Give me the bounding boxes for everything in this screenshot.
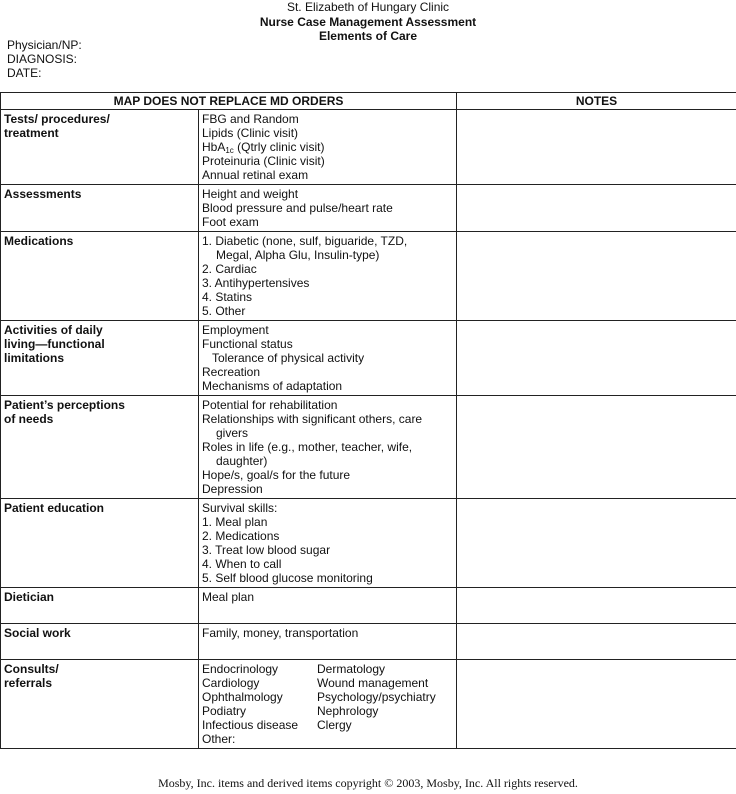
list-item: Wound management — [317, 676, 429, 690]
list-item: Blood pressure and pulse/heart rate — [202, 201, 393, 215]
row-label-patient-education: Patient education — [1, 499, 199, 588]
column-header-map: MAP DOES NOT REPLACE MD ORDERS — [1, 93, 457, 110]
table-row — [1, 321, 736, 396]
row-label-social-work: Social work — [1, 624, 199, 660]
list-item: FBG and Random — [202, 112, 299, 126]
copyright-footer: Mosby, Inc. items and derived items copyright © 2003, Mosby, Inc. All rights reserved. — [158, 776, 578, 790]
notes-cell[interactable] — [457, 110, 736, 185]
list-item: Psychology/psychiatry — [317, 690, 436, 704]
notes-cell[interactable] — [457, 232, 736, 321]
list-item: Potential for rehabilitation — [202, 398, 338, 412]
list-item: 3. Treat low blood sugar — [202, 543, 331, 557]
row-label-assessments: Assessments — [1, 185, 199, 232]
list-item: Tolerance of physical activity — [212, 351, 365, 365]
notes-cell[interactable] — [457, 321, 736, 396]
list-item: Depression — [202, 482, 263, 496]
list-item: Lipids (Clinic visit) — [202, 126, 299, 140]
row-items-tests — [199, 110, 457, 185]
list-item: Mechanisms of adaptation — [202, 379, 343, 393]
list-item: 5. Self blood glucose monitoring — [202, 571, 373, 585]
list-item: Family, money, transportation — [202, 626, 359, 640]
row-items-adl — [199, 321, 457, 396]
list-item: 2. Medications — [202, 529, 280, 543]
table-row — [1, 660, 736, 749]
list-item: 2. Cardiac — [202, 262, 257, 276]
list-item: Endocrinology — [202, 662, 279, 676]
notes-cell[interactable] — [457, 499, 736, 588]
notes-cell[interactable] — [457, 588, 736, 624]
row-label-medications: Medications — [1, 232, 199, 321]
row-items-perceptions — [199, 396, 457, 499]
table-row — [1, 588, 736, 624]
row-items-medications — [199, 232, 457, 321]
date-field-label: DATE: — [7, 66, 42, 80]
list-item: Clergy — [317, 718, 352, 732]
list-item: 1. Meal plan — [202, 515, 268, 529]
list-item: Dermatology — [317, 662, 386, 676]
list-item: Roles in life (e.g., mother, teacher, wife, — [202, 440, 413, 454]
list-item: Nephrology — [317, 704, 379, 718]
notes-cell[interactable] — [457, 660, 736, 749]
list-item: Employment — [202, 323, 269, 337]
row-label-dietician: Dietician — [1, 588, 199, 624]
list-item: Infectious disease — [202, 718, 299, 732]
row-label-tests: Tests/ procedures/ treatment — [1, 110, 199, 185]
table-row — [1, 232, 736, 321]
notes-cell[interactable] — [457, 624, 736, 660]
list-item: 1. Diabetic (none, sulf, biguaride, TZD, — [202, 234, 408, 248]
list-item: HbA$_{1c}$ (Qtrly clinic visit) — [202, 140, 325, 155]
list-item: Height and weight — [202, 187, 299, 201]
list-item: 4. When to call — [202, 557, 282, 571]
row-items-dietician — [199, 588, 457, 624]
list-item: Podiatry — [202, 704, 247, 718]
list-item: Recreation — [202, 365, 261, 379]
column-header-notes: NOTES — [457, 93, 736, 110]
notes-cell[interactable] — [457, 396, 736, 499]
list-item: Annual retinal exam — [202, 168, 309, 182]
list-item: 4. Statins — [202, 290, 253, 304]
list-item: Other: — [202, 732, 236, 746]
diagnosis-field-label: DIAGNOSIS: — [7, 52, 78, 66]
elements-of-care-table — [0, 92, 736, 749]
list-item: Survival skills: — [202, 501, 278, 515]
row-items-assessments — [199, 185, 457, 232]
list-item: 3. Antihypertensives — [202, 276, 310, 290]
table-row — [1, 624, 736, 660]
row-items-consults — [199, 660, 457, 749]
list-item: Functional status — [202, 337, 293, 351]
row-label-consults: Consults/ referrals — [1, 660, 199, 749]
table-row — [1, 396, 736, 499]
table-header-row — [1, 93, 736, 110]
list-item: Relationships with significant others, care — [202, 412, 423, 426]
table-row — [1, 110, 736, 185]
list-item: 5. Other — [202, 304, 246, 318]
list-item: Meal plan — [202, 590, 255, 604]
form-subtitle: Elements of Care — [318, 29, 418, 43]
list-item: daughter) — [216, 454, 268, 468]
list-item: Proteinuria (Clinic visit) — [202, 154, 325, 168]
row-label-adl: Activities of daily living—functional limitations — [1, 321, 199, 396]
notes-cell[interactable] — [457, 185, 736, 232]
row-items-patient-education — [199, 499, 457, 588]
form-title: Nurse Case Management Assessment — [259, 15, 477, 29]
list-item: givers — [216, 426, 249, 440]
row-items-social-work — [199, 624, 457, 660]
list-item: Megal, Alpha Glu, Insulin-type) — [216, 248, 380, 262]
clinic-name: St. Elizabeth of Hungary Clinic — [286, 0, 450, 14]
patient-meta-fields — [7, 38, 82, 80]
list-item: Ophthalmology — [202, 690, 283, 704]
physician-field-label: Physician/NP: — [7, 38, 82, 52]
table-row — [1, 499, 736, 588]
table-row — [1, 185, 736, 232]
list-item: Foot exam — [202, 215, 259, 229]
row-label-perceptions: Patient’s perceptions of needs — [1, 396, 199, 499]
list-item: Cardiology — [202, 676, 260, 690]
list-item: Hope/s, goal/s for the future — [202, 468, 351, 482]
